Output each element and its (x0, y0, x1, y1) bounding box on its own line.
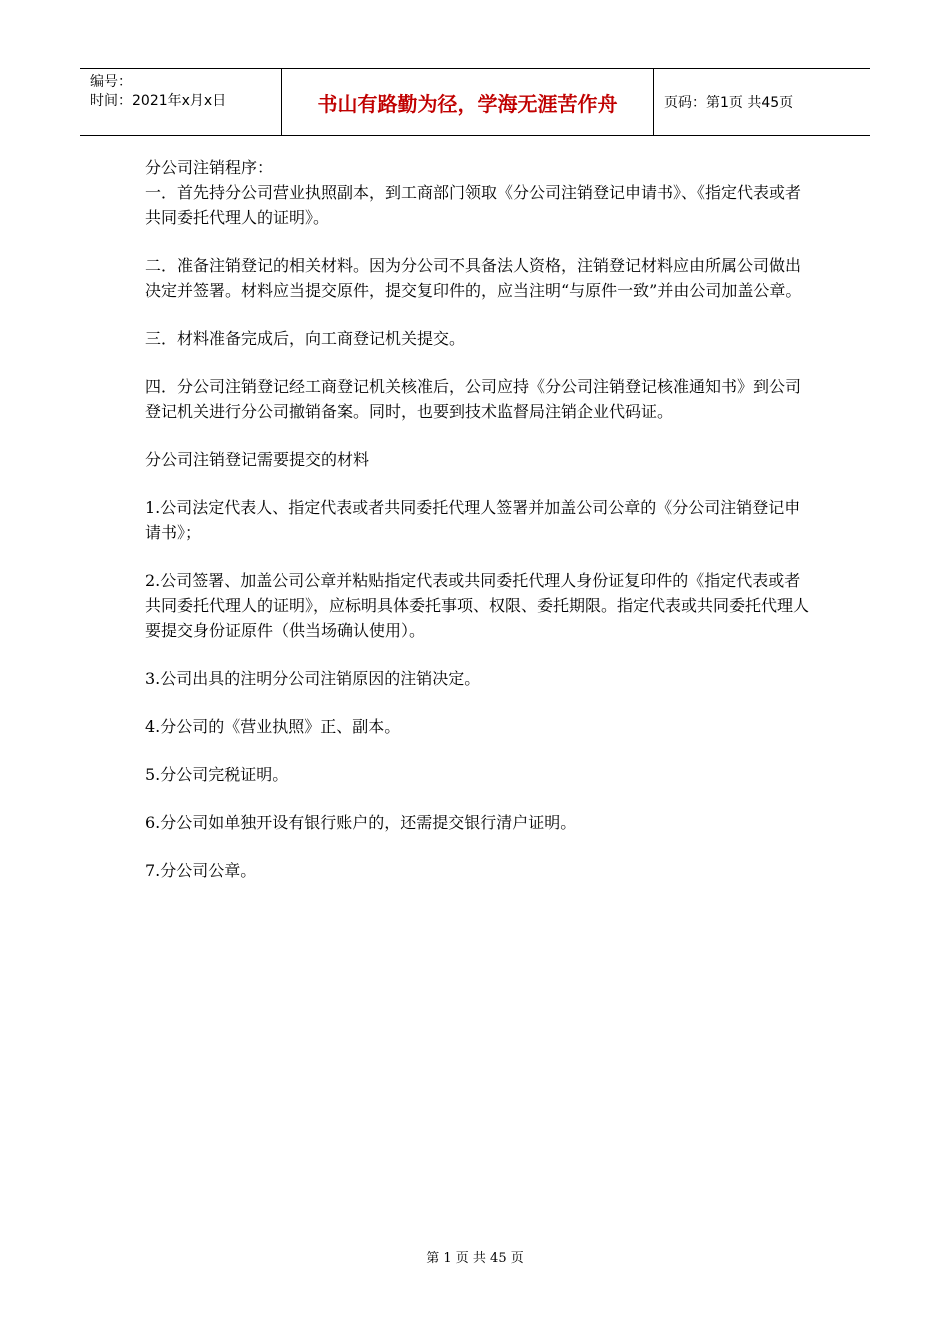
document-body (145, 155, 815, 906)
material-item: 3.公司出具的注明分公司注销原因的注销决定。 (145, 669, 481, 688)
material-item: 1.公司法定代表人、指定代表或者共同委托代理人签署并加盖公司公章的《分公司注销登记申请书》； (145, 498, 801, 542)
procedure-title: 分公司注销程序： (145, 158, 274, 177)
header-motto: 书山有路勤为径，学海无涯苦作舟 (282, 69, 654, 135)
header-page-info: 页码：第1页 共45页 (664, 95, 794, 111)
procedure-step: 一．首先持分公司营业执照副本，到工商部门领取《分公司注销登记申请书》、《指定代表或者共同委托代理人的证明》。 (145, 183, 802, 227)
procedure-step: 四．分公司注销登记经工商登记机关核准后，公司应持《分公司注销登记核准通知书》到公司登记机关进行分公司撤销备案。同时，也要到技术监督局注销企业代码证。 (145, 377, 802, 421)
page-footer: 第 1 页 共 45 页 (426, 1251, 524, 1266)
material-item: 4.分公司的《营业执照》正、副本。 (145, 717, 401, 736)
material-item: 7.分公司公章。 (145, 861, 257, 880)
procedure-step: 三．材料准备完成后，向工商登记机关提交。 (145, 329, 466, 348)
page-header (80, 68, 870, 136)
material-item: 5.分公司完税证明。 (145, 765, 289, 784)
material-item: 2.公司签署、加盖公司公章并粘贴指定代表或共同委托代理人身份证复印件的《指定代表或者共同委托代理人的证明》，应标明具体委托事项、权限、委托期限。指定代表或共同委托代理人要提交身份证原件（供当场确认使用）。 (145, 571, 810, 640)
procedure-step: 二．准备注销登记的相关材料。因为分公司不具备法人资格，注销登记材料应由所属公司做出决定并签署。材料应当提交原件，提交复印件的，应当注明“与原件一致”并由公司加盖公章。 (145, 256, 802, 300)
document-number-label: 编号： (90, 74, 132, 90)
material-item: 6.分公司如单独开设有银行账户的，还需提交银行清户证明。 (145, 813, 577, 832)
materials-title: 分公司注销登记需要提交的材料 (145, 450, 370, 469)
document-time-label: 时间：2021年x月x日 (90, 93, 227, 109)
header-meta (80, 69, 282, 135)
